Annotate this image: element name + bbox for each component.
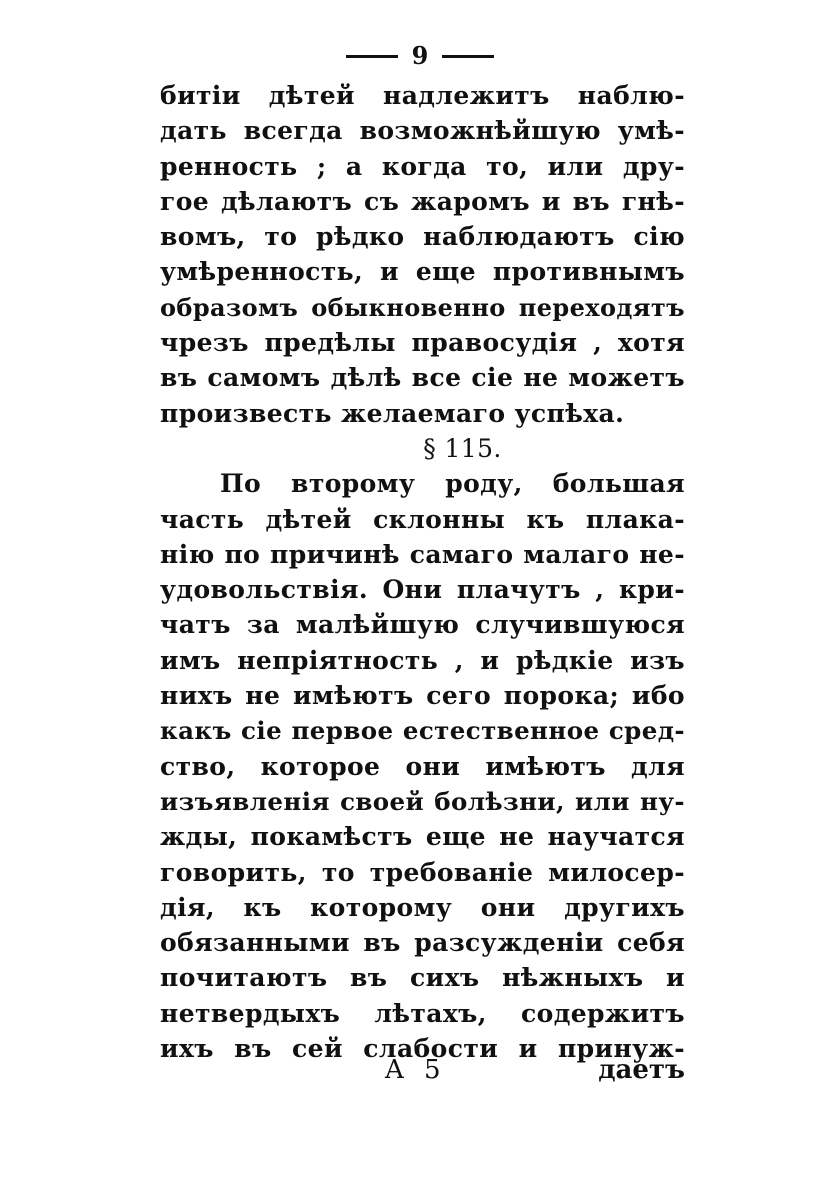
text-line: изъявленія своей болѣзни, или ну- (160, 786, 685, 816)
text-line: дія, къ которому они другихъ (160, 892, 685, 922)
text-line: вомъ, то рѣдко наблюдаютъ сію (160, 222, 685, 252)
text-line: обязанными въ разсужденіи себя (160, 928, 685, 958)
text-line: умѣренность, и еще противнымъ (160, 257, 685, 287)
text-line: нетвердыхъ лѣтахъ, содержитъ (160, 998, 685, 1028)
text-line: чрезъ предѣлы правосудія , хотя (160, 328, 685, 358)
text-line: удовольствія. Они плачутъ , кри- (160, 575, 685, 605)
page-number: 9 (411, 41, 429, 70)
text-line: гое дѣлаютъ съ жаромъ и въ гнѣ- (160, 186, 685, 216)
body-text (160, 78, 685, 1066)
catchword: даетъ (598, 1055, 685, 1085)
text-line: въ самомъ дѣлѣ все сіе не можетъ (160, 363, 685, 393)
header-dash-left (346, 55, 398, 58)
text-line: битіи дѣтей надлежитъ наблю- (160, 81, 685, 110)
page-footer (160, 1050, 685, 1090)
text-line: образомъ обыкновенно переходятъ (160, 292, 685, 322)
page-header (0, 41, 840, 70)
text-line-paragraph-start: По второму роду, большая (220, 469, 685, 499)
signature-mark: A 5 (385, 1055, 447, 1085)
text-line: говорить, то требованіе милосер- (160, 857, 685, 887)
section-heading: § 115. (423, 433, 502, 463)
text-line: нію по причинѣ самаго малаго не- (160, 539, 685, 569)
header-dash-right (442, 55, 494, 58)
text-line: имъ непріятность , и рѣдкіе изъ (160, 645, 685, 675)
text-line: ство, которое они имѣютъ для (160, 751, 685, 781)
text-line: жды, покамѣстъ еще не научатся (160, 822, 685, 852)
text-line: почитаютъ въ сихъ нѣжныхъ и (160, 963, 685, 993)
text-line: какъ сіе первое естественное сред- (160, 716, 685, 746)
text-line: часть дѣтей склонны къ плака- (160, 504, 685, 534)
text-line: нихъ не имѣютъ сего порока; ибо (160, 681, 685, 711)
text-line: чатъ за малѣйшую случившуюся (160, 610, 685, 640)
text-line: дать всегда возможнѣйшую умѣ- (160, 116, 685, 146)
text-line: ихъ въ сей слабости и принуж- (160, 1034, 685, 1064)
text-line-paragraph-end: произвесть желаемаго успѣха. (160, 398, 625, 428)
text-line: ренность ; а когда то, или дру- (160, 151, 685, 181)
